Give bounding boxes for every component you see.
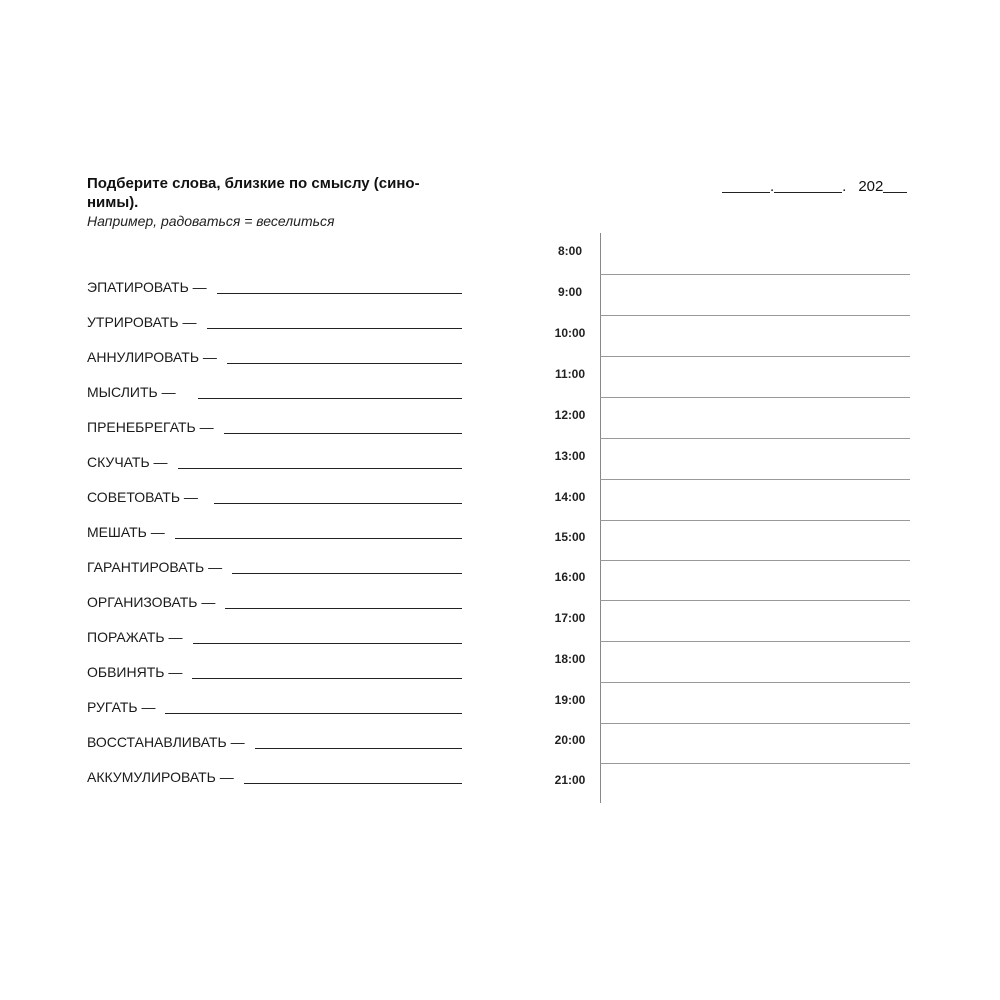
day-blank[interactable]	[722, 192, 770, 193]
time-label: 16:00	[554, 570, 586, 584]
word-row	[87, 554, 462, 576]
time-label: 14:00	[554, 490, 586, 504]
answer-blank[interactable]	[198, 398, 462, 399]
word-label: АККУМУЛИРОВАТЬ —	[87, 769, 234, 785]
word-label: МЕШАТЬ —	[87, 524, 165, 540]
word-label: ЭПАТИРОВАТЬ —	[87, 279, 207, 295]
word-row	[87, 484, 462, 506]
word-label: СОВЕТОВАТЬ —	[87, 489, 198, 505]
time-label: 19:00	[554, 693, 586, 707]
word-row	[87, 309, 462, 331]
word-label: АННУЛИРОВАТЬ —	[87, 349, 217, 365]
answer-blank[interactable]	[217, 293, 462, 294]
time-slot[interactable]	[540, 723, 910, 764]
answer-blank[interactable]	[193, 643, 463, 644]
answer-blank[interactable]	[165, 713, 462, 714]
answer-blank[interactable]	[192, 678, 462, 679]
word-label: РУГАТЬ —	[87, 699, 156, 715]
word-row	[87, 694, 462, 716]
time-label: 21:00	[554, 773, 586, 787]
word-label: СКУЧАТЬ —	[87, 454, 168, 470]
time-slot[interactable]	[540, 480, 910, 521]
answer-blank[interactable]	[207, 328, 462, 329]
word-label: ОБВИНЯТЬ —	[87, 664, 183, 680]
time-label: 18:00	[554, 652, 586, 666]
answer-blank[interactable]	[175, 538, 462, 539]
answer-blank[interactable]	[227, 363, 462, 364]
time-label: 10:00	[554, 326, 586, 340]
time-slot[interactable]	[540, 520, 910, 561]
word-row	[87, 449, 462, 471]
word-label: ОРГАНИЗОВАТЬ —	[87, 594, 216, 610]
year-prefix: 202	[858, 178, 884, 195]
date-separator: .	[842, 178, 847, 195]
word-label: УТРИРОВАТЬ —	[87, 314, 197, 330]
word-row	[87, 764, 462, 786]
task-example: Например, радоваться = веселиться	[87, 213, 335, 229]
word-row	[87, 519, 462, 541]
time-label: 13:00	[554, 449, 586, 463]
answer-blank[interactable]	[214, 503, 462, 504]
word-label: МЫСЛИТЬ —	[87, 384, 176, 400]
word-row	[87, 379, 462, 401]
time-slot[interactable]	[540, 316, 910, 357]
word-row	[87, 659, 462, 681]
time-slot[interactable]	[540, 683, 910, 724]
task-title: Подберите слова, близкие по смыслу (сино- нимы).	[87, 175, 420, 211]
time-label: 9:00	[557, 285, 583, 299]
time-slot[interactable]	[540, 642, 910, 683]
date-line	[722, 178, 912, 196]
word-label: ГАРАНТИРОВАТЬ —	[87, 559, 223, 575]
word-row	[87, 624, 462, 646]
word-row	[87, 589, 462, 611]
time-slot[interactable]	[540, 439, 910, 480]
time-slot[interactable]	[540, 601, 910, 642]
answer-blank[interactable]	[225, 608, 462, 609]
time-label: 15:00	[554, 530, 586, 544]
time-slot[interactable]	[540, 275, 910, 316]
word-row	[87, 414, 462, 436]
answer-blank[interactable]	[224, 433, 462, 434]
answer-blank[interactable]	[232, 573, 462, 574]
word-label: ВОССТАНАВЛИВАТЬ —	[87, 734, 245, 750]
year-blank[interactable]	[883, 192, 907, 193]
time-slot[interactable]	[540, 398, 910, 439]
word-label: ПРЕНЕБРЕГАТЬ —	[87, 419, 214, 435]
time-slot[interactable]	[540, 357, 910, 398]
time-label: 20:00	[554, 733, 586, 747]
word-row	[87, 274, 462, 296]
date-separator: .	[770, 178, 775, 195]
time-slot[interactable]	[540, 234, 910, 275]
word-row	[87, 344, 462, 366]
month-blank[interactable]	[774, 192, 842, 193]
word-label: ПОРАЖАТЬ —	[87, 629, 183, 645]
time-label: 12:00	[554, 408, 586, 422]
time-label: 11:00	[554, 367, 586, 381]
answer-blank[interactable]	[244, 783, 462, 784]
answer-blank[interactable]	[255, 748, 462, 749]
time-slot[interactable]	[540, 763, 910, 804]
time-slot[interactable]	[540, 560, 910, 601]
word-row	[87, 729, 462, 751]
answer-blank[interactable]	[178, 468, 462, 469]
time-label: 8:00	[557, 244, 583, 258]
time-label: 17:00	[554, 611, 586, 625]
